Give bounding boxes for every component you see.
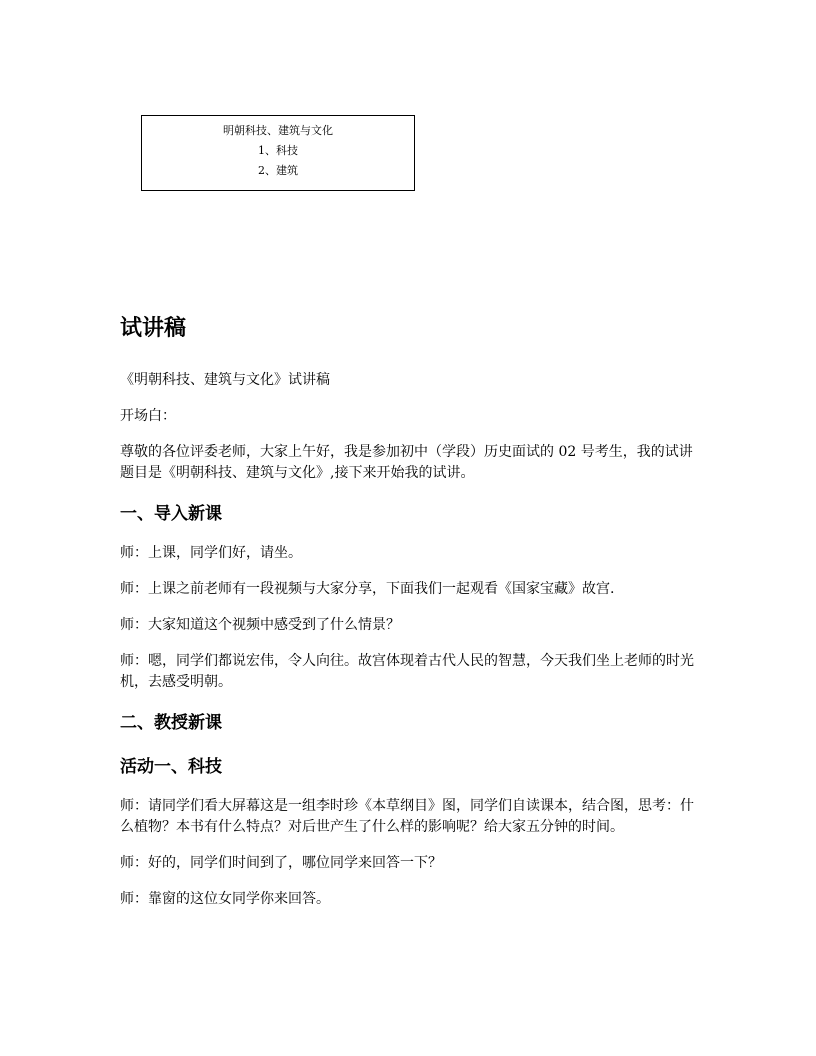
- board-item-2: 2、建筑: [258, 164, 298, 177]
- board-title: 明朝科技、建筑与文化: [223, 124, 333, 137]
- opening-paragraph: 尊敬的各位评委老师，大家上午好，我是参加初中（学段）历史面试的 02 号考生，我的试讲题目是《明朝科技、建筑与文化》,接下来开始我的试讲。: [120, 444, 693, 481]
- section-heading-intro: 一、导入新课: [120, 504, 222, 524]
- blackboard-outline-box: [141, 115, 415, 191]
- paragraph: 师：上课，同学们好，请坐。: [120, 545, 302, 561]
- activity-heading-technology: 活动一、科技: [120, 757, 222, 777]
- document-subtitle: 《明朝科技、建筑与文化》试讲稿: [120, 372, 330, 388]
- paragraph: 师：靠窗的这位女同学你来回答。: [120, 891, 330, 907]
- section-heading-teaching: 二、教授新课: [120, 713, 222, 733]
- paragraph: 师：请同学们看大屏幕这是一组李时珍《本草纲目》图，同学们自读课本，结合图，思考：什么植物？本书有什么特点？对后世产生了什么样的影响呢？给大家五分钟的时间。: [120, 798, 694, 835]
- paragraph: 师：嗯，同学们都说宏伟，令人向往。故宫体现着古代人民的智慧，今天我们坐上老师的时光机，去感受明朝。: [120, 653, 694, 690]
- document-title: 试讲稿: [120, 315, 187, 341]
- paragraph: 师：好的，同学们时间到了，哪位同学来回答一下？: [120, 855, 442, 871]
- paragraph: 师：上课之前老师有一段视频与大家分享，下面我们一起观看《国家宝藏》故宫.: [120, 581, 615, 597]
- document-body: [120, 308, 704, 925]
- board-item-1: 1、科技: [258, 144, 298, 157]
- paragraph: 师：大家知道这个视频中感受到了什么情景？: [120, 617, 400, 633]
- opening-label: 开场白：: [120, 408, 176, 424]
